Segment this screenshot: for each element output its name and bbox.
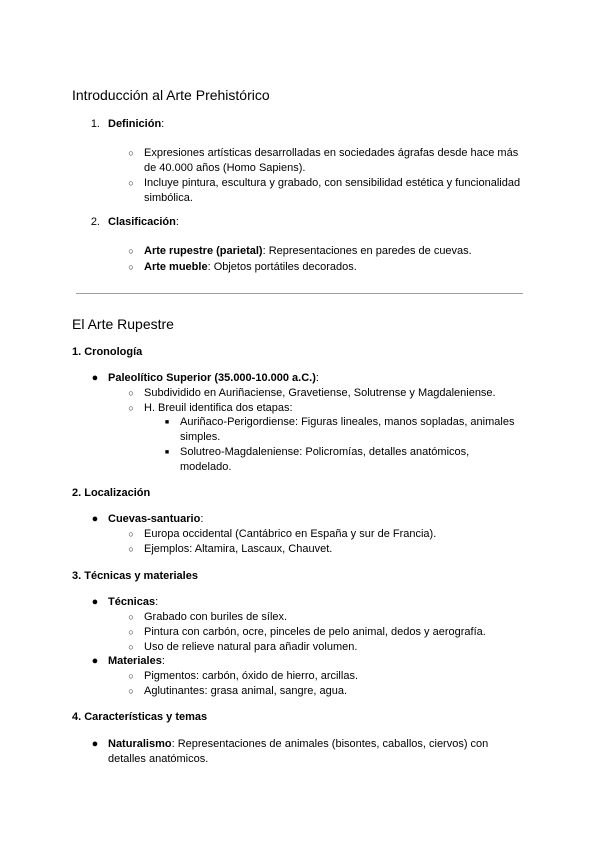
item-text: : bbox=[200, 513, 204, 525]
circle-bullet-icon: ○ bbox=[128, 686, 134, 696]
list-item-tecnicas bbox=[108, 595, 158, 610]
list-item-line: Pintura con carbón, ocre, pinceles de pelo animal, dedos y aerografía. bbox=[144, 626, 486, 638]
disc-bullet-icon: ● bbox=[91, 655, 99, 667]
list-item-line: simples. bbox=[180, 431, 221, 443]
circle-bullet-icon: ○ bbox=[128, 403, 134, 413]
circle-bullet-icon: ○ bbox=[128, 642, 134, 652]
item-term: Materiales bbox=[108, 655, 162, 667]
list-item-materiales bbox=[108, 654, 165, 669]
square-bullet-icon: ■ bbox=[164, 449, 170, 456]
subsection-heading-localizacion: 2. Localización bbox=[72, 487, 151, 499]
circle-bullet-icon: ○ bbox=[128, 671, 134, 681]
list-item-line: Subdividido en Auriñaciense, Gravetiense, Solutrense y Magdaleniense. bbox=[144, 387, 496, 399]
disc-bullet-icon: ● bbox=[91, 596, 99, 608]
circle-bullet-icon: ○ bbox=[128, 178, 134, 188]
circle-bullet-icon: ○ bbox=[128, 262, 134, 272]
item-suffix: : bbox=[161, 118, 165, 130]
list-item-arte-rupestre bbox=[144, 244, 472, 259]
list-item-line: de 40.000 años (Homo Sapiens). bbox=[144, 162, 306, 174]
list-item-line: modelado. bbox=[180, 461, 232, 473]
disc-bullet-icon: ● bbox=[91, 372, 99, 384]
subsection-heading-caracteristicas: 4. Características y temas bbox=[72, 711, 208, 723]
item-suffix: : bbox=[175, 216, 179, 228]
item-text: : Representaciones en paredes de cuevas. bbox=[262, 245, 472, 257]
list-item-line: Uso de relieve natural para añadir volumen. bbox=[144, 641, 358, 653]
circle-bullet-icon: ○ bbox=[128, 544, 134, 554]
list-item-line: Ejemplos: Altamira, Lascaux, Chauvet. bbox=[144, 543, 333, 555]
list-item-line: Solutreo-Magdaleniense: Policromías, detalles anatómicos, bbox=[180, 446, 470, 458]
list-item-line: Auriñaco-Perigordiense: Figuras lineales, manos sopladas, animales bbox=[180, 416, 515, 428]
section-title-arte-rupestre: El Arte Rupestre bbox=[72, 316, 174, 332]
item-term: Cuevas-santuario bbox=[108, 513, 201, 525]
subsection-heading-cronologia: 1. Cronología bbox=[72, 346, 143, 358]
circle-bullet-icon: ○ bbox=[128, 246, 134, 256]
item-label: Clasificación bbox=[108, 216, 176, 228]
list-item-line: Europa occidental (Cantábrico en España y sur de Francia). bbox=[144, 528, 437, 540]
item-term: Arte mueble bbox=[144, 261, 208, 273]
item-text: : bbox=[161, 655, 165, 667]
list-number: 1. bbox=[90, 118, 100, 130]
item-term: Paleolítico Superior (35.000-10.000 a.C.) bbox=[108, 372, 316, 384]
list-item-line: Pigmentos: carbón, óxido de hierro, arcillas. bbox=[144, 670, 358, 682]
list-number: 2. bbox=[90, 216, 100, 228]
item-text: : Objetos portátiles decorados. bbox=[207, 261, 357, 273]
circle-bullet-icon: ○ bbox=[128, 529, 134, 539]
list-item-line: simbólica. bbox=[144, 192, 193, 204]
list-item-paleolitico bbox=[108, 371, 319, 386]
list-item-arte-mueble bbox=[144, 260, 357, 275]
list-item-cuevas bbox=[108, 512, 203, 527]
circle-bullet-icon: ○ bbox=[128, 148, 134, 158]
list-item-definicion bbox=[108, 117, 164, 132]
circle-bullet-icon: ○ bbox=[128, 388, 134, 398]
list-item-line: Expresiones artísticas desarrolladas en sociedades ágrafas desde hace más bbox=[144, 147, 519, 159]
list-item-line: Incluye pintura, escultura y grabado, con sensibilidad estética y funcionalidad bbox=[144, 177, 521, 189]
item-text: : bbox=[315, 372, 319, 384]
item-text: : bbox=[155, 596, 159, 608]
item-term: Arte rupestre (parietal) bbox=[144, 245, 263, 257]
list-item-line: Grabado con buriles de sílex. bbox=[144, 611, 288, 623]
list-item-line: Aglutinantes: grasa animal, sangre, agua. bbox=[144, 685, 348, 697]
item-label: Definición bbox=[108, 118, 162, 130]
horizontal-divider bbox=[76, 293, 523, 294]
list-item-clasificacion bbox=[108, 215, 179, 230]
item-text: : Representaciones de animales (bisontes, caballos, ciervos) con bbox=[171, 738, 489, 750]
list-item-line: detalles anatómicos. bbox=[108, 753, 209, 765]
circle-bullet-icon: ○ bbox=[128, 627, 134, 637]
item-term: Naturalismo bbox=[108, 738, 172, 750]
item-term: Técnicas bbox=[108, 596, 156, 608]
section-title-intro: Introducción al Arte Prehistórico bbox=[72, 87, 270, 103]
list-item-naturalismo bbox=[108, 737, 488, 752]
circle-bullet-icon: ○ bbox=[128, 612, 134, 622]
subsection-heading-tecnicas: 3. Técnicas y materiales bbox=[72, 570, 198, 582]
disc-bullet-icon: ● bbox=[91, 513, 99, 525]
square-bullet-icon: ■ bbox=[164, 419, 170, 426]
list-item-line: H. Breuil identifica dos etapas: bbox=[144, 402, 293, 414]
disc-bullet-icon: ● bbox=[91, 738, 99, 750]
